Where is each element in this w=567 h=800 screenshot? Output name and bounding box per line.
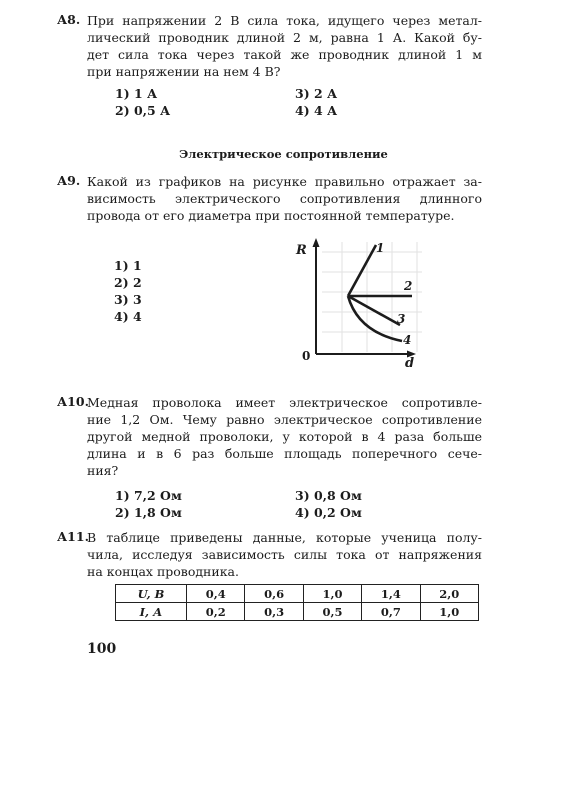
answer-option[interactable]: 2) 0,5 А <box>115 103 171 118</box>
question-text-line: ние 1,2 Ом. Чему равно электрическое сопротивление <box>87 412 482 427</box>
table-cell: 0,5 <box>303 603 361 621</box>
question-text-line: дет сила тока через такой же проводник длиной 1 м <box>87 47 482 62</box>
curve-1 <box>348 245 376 296</box>
question-text-line: висимость электрического сопротивления длинного <box>87 191 482 206</box>
question-a11 <box>57 529 482 580</box>
question-text-line: ния? <box>87 463 119 478</box>
curve-1-label: 1 <box>376 241 385 255</box>
table-cell: 2,0 <box>420 585 478 603</box>
answer-option[interactable]: 1) 1 А <box>115 86 158 101</box>
question-text-line: другой медной проволоки, у которой в 4 раза больше <box>87 429 482 444</box>
table-cell: 0,7 <box>362 603 420 621</box>
x-axis-label: d <box>405 356 415 371</box>
answer-option[interactable]: 1) 1 <box>114 258 142 273</box>
question-text-line: Какой из графиков на рисунке правильно отражает за- <box>87 174 482 189</box>
question-a10-number: А10. <box>57 394 89 409</box>
question-text-line: Медная проволока имеет электрическое сопротивле- <box>87 395 482 410</box>
answer-option[interactable]: 2) 1,8 Ом <box>115 505 182 520</box>
question-text-line: провода от его диаметра при постоянной температуре. <box>87 208 455 223</box>
curve-3-label: 3 <box>397 312 406 326</box>
page-number: 100 <box>87 641 117 657</box>
question-text-line: В таблице приведены данные, которые ученица полу- <box>87 530 482 545</box>
answer-option[interactable]: 1) 7,2 Ом <box>115 488 182 503</box>
question-text-line: лический проводник длиной 2 м, равна 1 А. Какой бу- <box>87 30 482 45</box>
answer-option[interactable]: 3) 2 А <box>295 86 338 101</box>
table-cell: 0,2 <box>187 603 245 621</box>
answer-option[interactable]: 4) 4 А <box>295 103 338 118</box>
y-axis-arrow-icon <box>313 238 320 247</box>
question-text-line: длина и в 6 раз больше площадь поперечного сече- <box>87 446 482 461</box>
answer-options <box>115 487 482 521</box>
question-a11-number: А11. <box>57 529 89 544</box>
table-cell: 1,0 <box>303 585 361 603</box>
table-row <box>116 585 479 603</box>
question-a9-number: А9. <box>57 173 81 188</box>
table-row <box>116 603 479 621</box>
measurement-table <box>115 584 479 621</box>
curve-4 <box>348 296 402 341</box>
question-text-line: при напряжении на нем 4 В? <box>87 64 281 79</box>
question-a9 <box>57 173 482 224</box>
table-cell: 1,4 <box>362 585 420 603</box>
answer-option[interactable]: 2) 2 <box>114 275 142 290</box>
table-cell: 0,3 <box>245 603 303 621</box>
question-a10 <box>57 394 482 521</box>
question-text-line: на концах проводника. <box>87 564 239 579</box>
table-row-header: U, В <box>116 585 187 603</box>
answer-option[interactable]: 4) 0,2 Ом <box>295 505 362 520</box>
question-text-line: чила, исследуя зависимость силы тока от напряжения <box>87 547 482 562</box>
y-axis-label: R <box>296 243 307 258</box>
curve-4-label: 4 <box>403 333 412 347</box>
table-row-header: I, А <box>116 603 187 621</box>
table-cell: 0,4 <box>187 585 245 603</box>
answer-option[interactable]: 3) 0,8 Ом <box>295 488 362 503</box>
question-a8 <box>57 12 482 119</box>
table-cell: 0,6 <box>245 585 303 603</box>
a9-answer-options <box>114 257 142 325</box>
resistance-diameter-graph <box>292 232 432 372</box>
answer-options <box>115 85 482 119</box>
table-cell: 1,0 <box>420 603 478 621</box>
question-text-line: При напряжении 2 В сила тока, идущего через метал- <box>87 13 482 28</box>
answer-option[interactable]: 4) 4 <box>114 309 142 324</box>
answer-option[interactable]: 3) 3 <box>114 292 142 307</box>
section-heading: Электрическое сопротивление <box>179 147 388 161</box>
curve-2-label: 2 <box>404 279 413 293</box>
question-a8-number: А8. <box>57 12 81 27</box>
origin-label: 0 <box>302 349 311 363</box>
